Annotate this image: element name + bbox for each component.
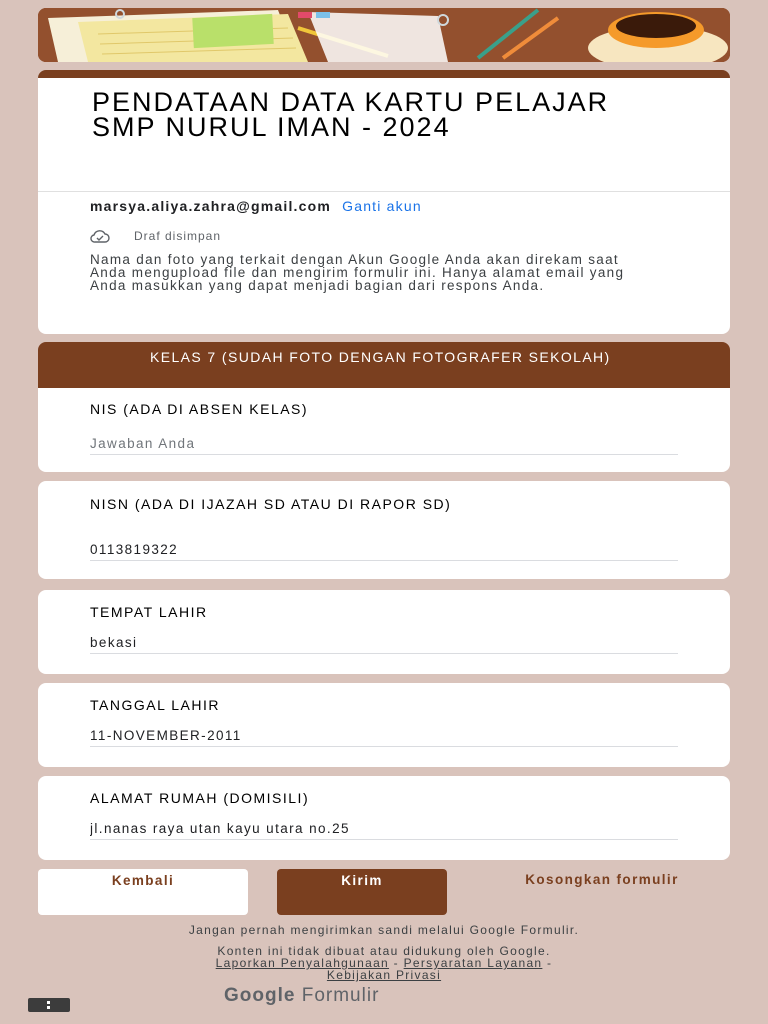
question-label: ALAMAT RUMAH (DOMISILI) (90, 790, 310, 806)
section-header (38, 342, 730, 388)
draft-status-row (90, 226, 221, 246)
draft-status-text: Draf disimpan (134, 229, 222, 243)
separator: - (542, 956, 553, 970)
question-label: TEMPAT LAHIR (90, 604, 208, 620)
question-card-tempat-lahir (38, 590, 730, 674)
password-warning: Jangan pernah mengirimkan sandi melalui Google Formulir. (188, 923, 580, 937)
privacy-link[interactable]: Kebijakan Privasi (326, 968, 442, 982)
switch-account-link[interactable]: Ganti akun (342, 198, 422, 214)
back-button[interactable]: Kembali (38, 869, 248, 915)
tanggal-lahir-input[interactable] (90, 725, 678, 747)
tempat-lahir-input[interactable] (90, 632, 678, 654)
divider (38, 191, 730, 192)
brand-forms: Formulir (295, 985, 380, 1006)
form-title: PENDATAAN DATA KARTU PELAJAR SMP NURUL IMAN - 2024 (92, 87, 610, 142)
nisn-input[interactable] (90, 539, 678, 561)
disclaimer-text: Konten ini tidak dibuat atau didukung oleh Google. (217, 944, 551, 958)
separator: - (389, 956, 404, 970)
account-email: marsya.aliya.zahra@gmail.com (90, 198, 332, 214)
footer-info (38, 945, 730, 981)
form-header-card (38, 70, 730, 334)
google-forms-logo[interactable] (224, 985, 544, 1007)
account-row (90, 198, 422, 214)
nis-input[interactable] (90, 433, 678, 455)
question-label: NISN (ADA DI IJAZAH SD ATAU DI RAPOR SD) (90, 496, 452, 512)
section-title: KELAS 7 (SUDAH FOTO DENGAN FOTOGRAFER SEKOLAH) (150, 349, 611, 365)
question-label: NIS (ADA DI ABSEN KELAS) (90, 401, 309, 417)
cloud-check-icon (90, 229, 110, 243)
clear-form-button[interactable]: Kosongkan formulir (525, 872, 679, 887)
brand-google: Google (224, 985, 296, 1006)
question-label: TANGGAL LAHIR (90, 697, 220, 713)
question-card-nis (38, 388, 730, 472)
question-card-alamat (38, 776, 730, 860)
submit-button[interactable]: Kirim (277, 869, 447, 915)
report-abuse-link[interactable]: Laporkan Penyalahgunaan (215, 956, 390, 970)
alamat-input[interactable] (90, 818, 678, 840)
question-card-nisn (38, 481, 730, 579)
header-image (38, 8, 730, 62)
terms-link[interactable]: Persyaratan Layanan (403, 956, 543, 970)
question-card-tanggal-lahir (38, 683, 730, 767)
privacy-notice: Nama dan foto yang terkait dengan Akun Google Anda akan direkam saat Anda mengupload file dan mengirim formulir ini. Hanya alamat email yang Anda masukkan yang dapat menjadi bagian dari respons Anda. (90, 252, 625, 293)
feedback-icon[interactable] (28, 998, 70, 1012)
